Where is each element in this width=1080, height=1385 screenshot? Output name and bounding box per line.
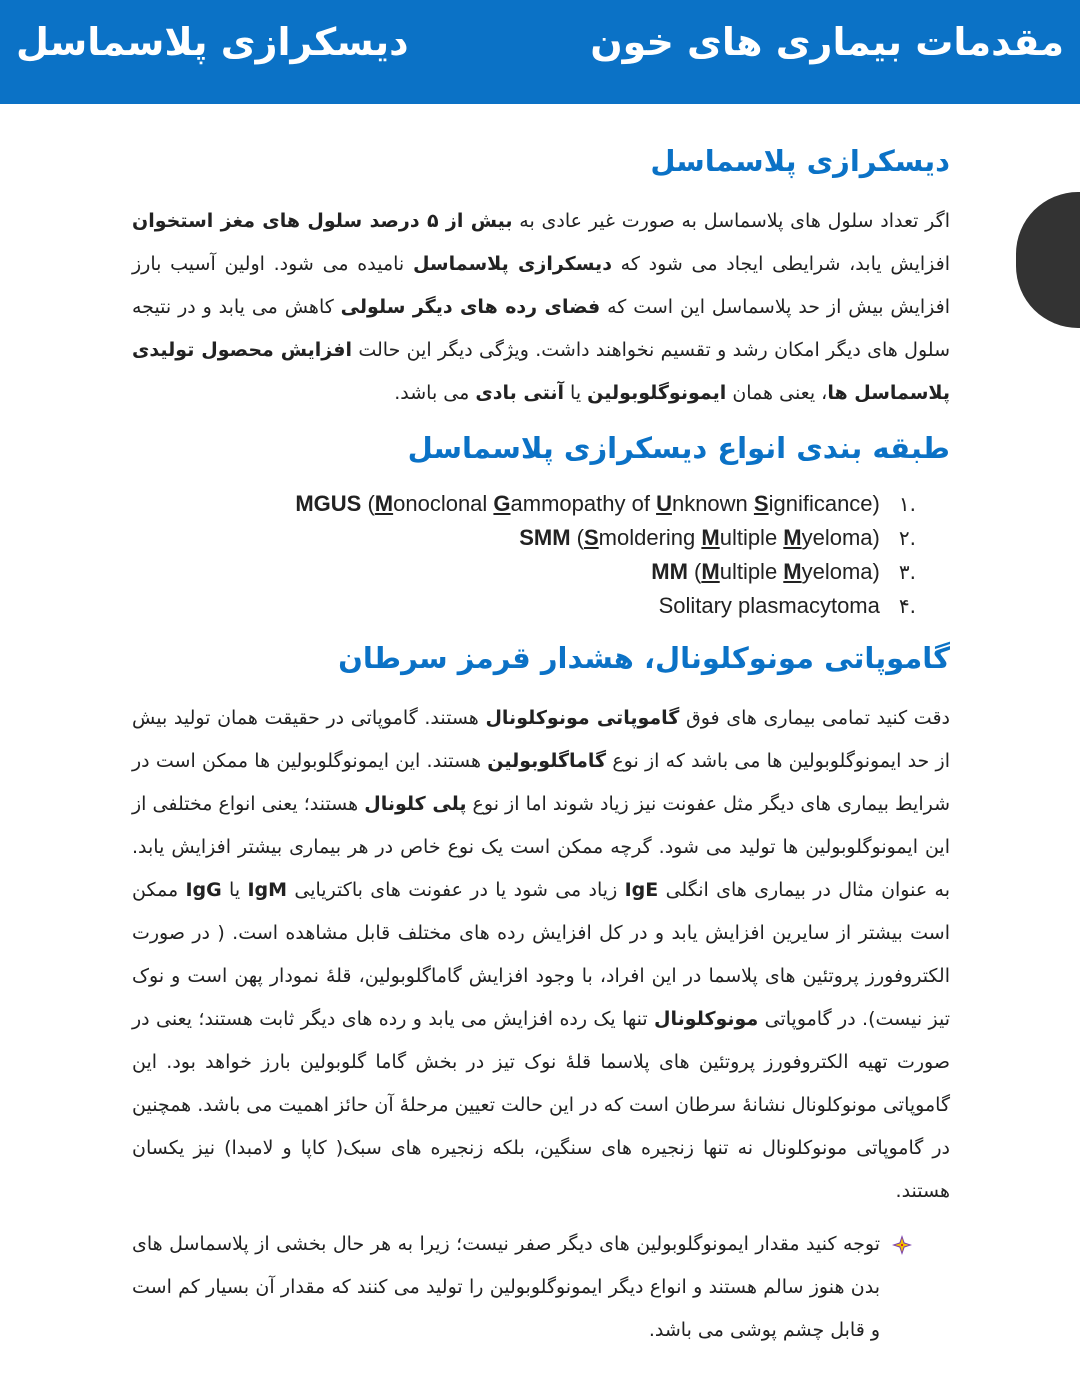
- list-item-solitary-plasmacytoma: .۴ Solitary plasmacytoma: [658, 593, 916, 618]
- classification-list: [132, 487, 916, 623]
- list-item-smm: .۲ SMM (Smoldering Multiple Myeloma): [519, 525, 916, 550]
- note-block: [132, 1223, 950, 1352]
- side-tab[interactable]: [1016, 192, 1080, 328]
- star-bullet-icon: [892, 1235, 912, 1255]
- note-text: توجه کنید مقدار ایمونوگلوبولین های دیگر صفر نیست؛ زیرا به هر حال بخشی از پلاسماسل های بدن هنوز سالم هستند و انواع دیگر ایمونوگلوبولین را تولید می کنند که مقدار آن بسیار کم است و قابل چشم پوشی می باشد.: [132, 1233, 880, 1341]
- book-title: مقدمات بیماری های خون: [590, 20, 1064, 64]
- chapter-title: دیسکرازی پلاسماسل: [16, 20, 409, 64]
- section-heading-plasma-cell-dyscrasia: دیسکرازی پلاسماسل: [650, 144, 950, 178]
- list-item-mgus: .۱ MGUS (Monoclonal Gammopathy of Unknown Significance): [295, 491, 916, 516]
- section-heading-monoclonal-gammopathy: گاموپاتی مونوکلونال، هشدار قرمز سرطان: [338, 641, 950, 675]
- list-item-mm: .۳ MM (Multiple Myeloma): [651, 559, 916, 584]
- section-heading-classification: طبقه بندی انواع دیسکرازی پلاسماسل: [407, 431, 950, 465]
- gammopathy-paragraph: دقت کنید تمامی بیماری های فوق گاموپاتی مونوکلونال هستند. گاموپاتی در حقیقت همان تولید بیش از حد ایمونوگلوبولین ها می باشد که از نوع گاماگلوبولین هستند. این ایمونوگلوبولین ها ممکن است در شرایط بیماری های دیگر مثل عفونت نیز زیاد شوند اما از نوع پلی کلونال هستند؛ یعنی انواع مختلفی از این ایمونوگلوبولین ها تولید می شود. گرچه ممکن است یک نوع خاص در هر بیماری بیشتر افزایش یابد. به عنوان مثال در بیماری های انگلی IgE زیاد می شود یا در عفونت های باکتریایی IgM یا IgG ممکن است بیشتر از سایرین افزایش یابد و در کل افزایش رده های مختلف قابل مشاهده است. ( در صورت الکتروفورز پروتئین های پلاسما در این افراد، با وجود افزایش گاماگلوبولین، قلهٔ نمودار پهن است و نوک تیز نیست). در گاموپاتی مونوکلونال تنها یک رده افزایش می یابد و رده های دیگر ثابت هستند؛ یعنی در صورت تهیه الکتروفورز پروتئین های پلاسما قلهٔ نوک تیز در بخش گاما گلوبولین بارز خواهد بود. این گاموپاتی مونوکلونال نشانهٔ سرطان است که در این حالت تعیین مرحلهٔ آن حائز اهمیت می باشد. همچنین در گاموپاتی مونوکلونال نه تنها زنجیره های سنگین، بلکه زنجیره های سبک( کاپا و لامبدا) نیز یکسان هستند.: [132, 707, 950, 1202]
- page-content: [132, 128, 950, 1362]
- intro-paragraph: اگر تعداد سلول های پلاسماسل به صورت غیر عادی به بیش از ۵ درصد سلول های مغز استخوان افزایش یابد، شرایطی ایجاد می شود که دیسکرازی پلاسماسل نامیده می شود. اولین آسیب بارز افزایش بیش از حد پلاسماسل این است که فضای رده های دیگر سلولی کاهش می یابد و در نتیجه سلول های دیگر امکان رشد و تقسیم نخواهند داشت. ویژگی دیگر این حالت افزایش محصول تولیدی پلاسماسل ها، یعنی همان ایمونوگلوبولین یا آنتی بادی می باشد.: [132, 210, 951, 404]
- page-header: [0, 0, 1080, 104]
